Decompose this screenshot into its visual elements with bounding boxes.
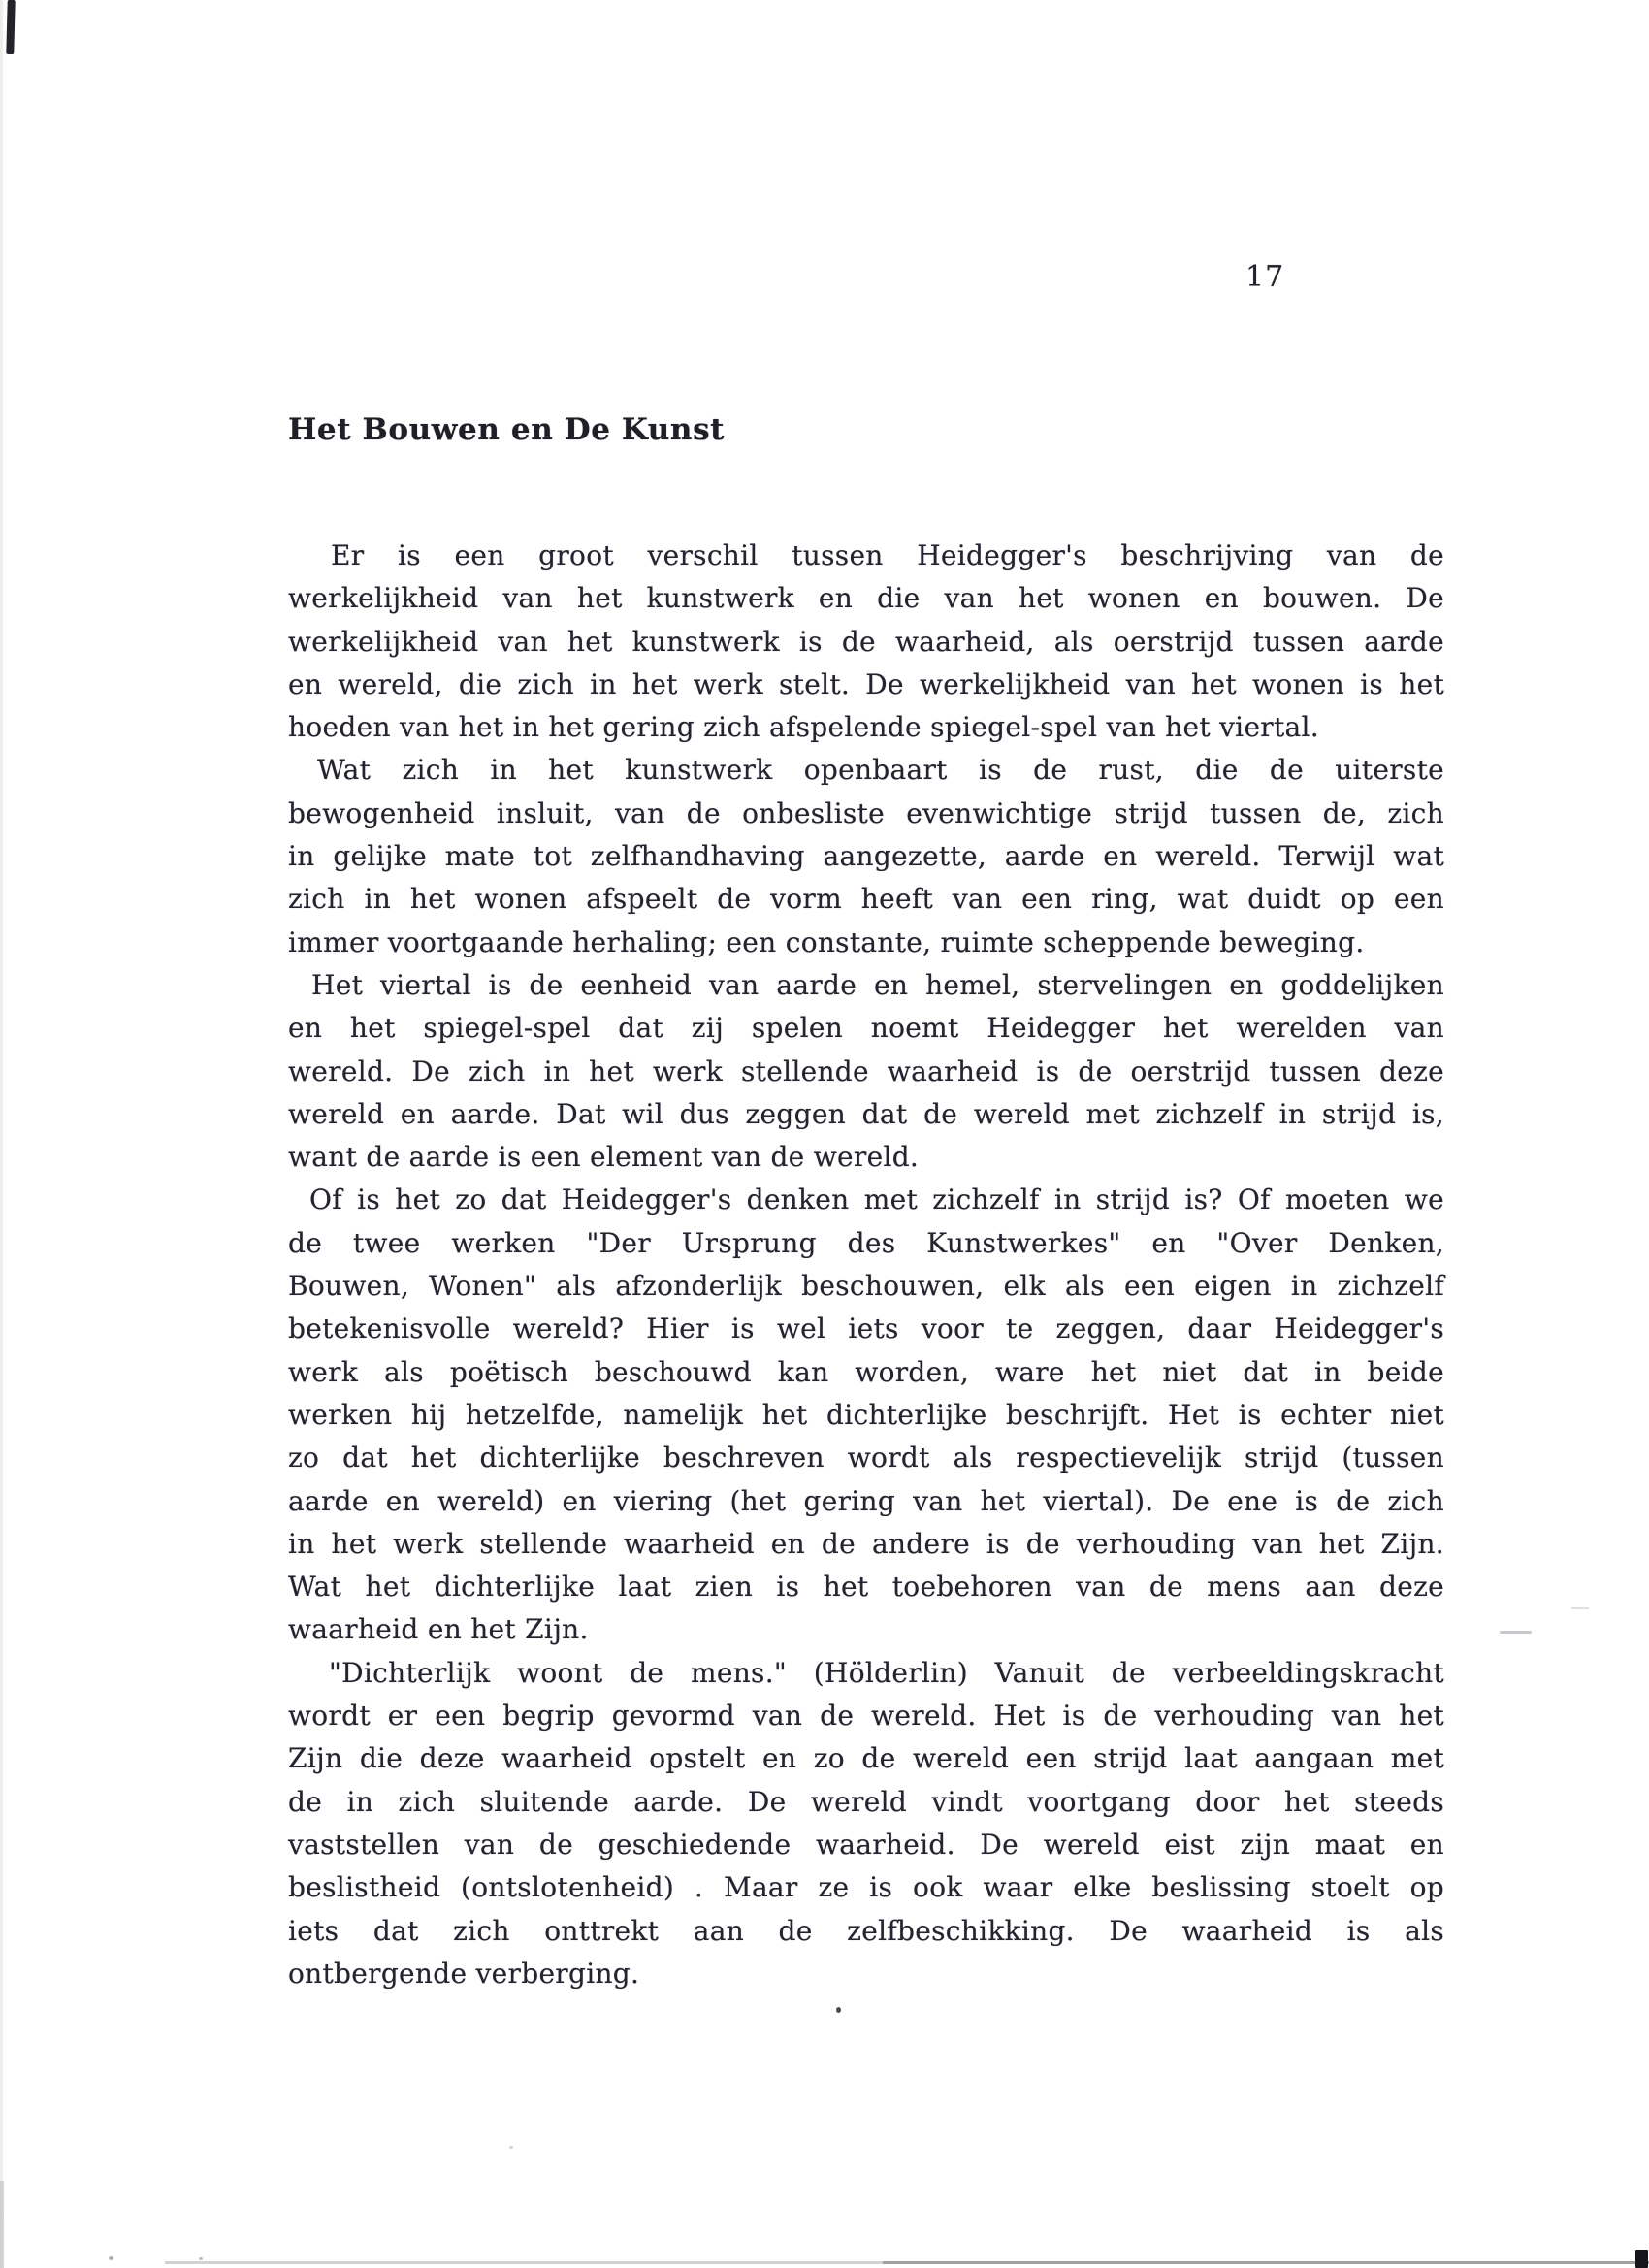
text-line: de in zich sluitende aarde. De wereld vindt voortgang door het steeds (288, 1785, 1444, 1818)
text-line: Bouwen, Wonen" als afzonderlijk beschouwen, elk als een eigen in zichzelf (288, 1270, 1444, 1303)
text-line: beslistheid (ontslotenheid) . Maar ze is ook waar elke beslissing stoelt op (288, 1871, 1444, 1904)
scan-speck (509, 2146, 513, 2149)
scan-margin-dash (1571, 1607, 1589, 1609)
text-line: Er is een groot verschil tussen Heidegger's beschrijving van de (331, 539, 1444, 571)
text-line: in het werk stellende waarheid en de andere is de verhouding van het Zijn. (288, 1527, 1444, 1560)
text-line: zo dat het dichterlijke beschreven wordt als respectievelijk strijd (tussen (288, 1442, 1444, 1474)
text-line: hoeden van het in het gering zich afspelende spiegel-spel van het viertal. (288, 711, 1319, 744)
page-title: Het Bouwen en De Kunst (288, 411, 726, 447)
scan-edge-streak (0, 2181, 4, 2268)
text-line: Wat zich in het kunstwerk openbaart is de rust, die de uiterste (317, 754, 1444, 787)
text-line: en wereld, die zich in het werk stelt. De werkelijkheid van het wonen is het (288, 667, 1444, 700)
scan-bottom-line (165, 2261, 883, 2264)
scan-bottom-line (883, 2261, 1649, 2264)
text-line: immer voortgaande herhaling; een constante, ruimte scheppende beweging. (288, 925, 1365, 958)
text-line: Of is het zo dat Heidegger's denken met zichzelf in strijd is? Of moeten we (309, 1183, 1444, 1216)
text-line: werk als poëtisch beschouwd kan worden, ware het niet dat in beide (288, 1355, 1444, 1388)
text-line: bewogenheid insluit, van de onbesliste evenwichtige strijd tussen de, zich (288, 796, 1444, 829)
scan-edge-mark (6, 0, 15, 54)
text-line: Het viertal is de eenheid van aarde en hemel, stervelingen en goddelijken (311, 968, 1444, 1001)
text-line: iets dat zich onttrekt aan de zelfbeschikking. De waarheid is als (288, 1914, 1444, 1947)
text-line: wordt er een begrip gevormd van de wereld. Het is de verhouding van het (288, 1700, 1444, 1733)
page-number: 17 (1245, 260, 1285, 294)
text-line: werken hij hetzelfde, namelijk het dichterlijke beschrijft. Het is echter niet (288, 1398, 1444, 1431)
text-line: want de aarde is een element van de wereld. (288, 1141, 920, 1174)
text-line: waarheid en het Zijn. (288, 1613, 589, 1646)
text-line: in gelijke mate tot zelfhandhaving aangezette, aarde en wereld. Terwijl wat (288, 840, 1444, 873)
text-line: zich in het wonen afspeelt de vorm heeft van een ring, wat duidt op een (288, 883, 1444, 916)
scan-corner-mark (1635, 2250, 1648, 2268)
paragraph (288, 1652, 1444, 1995)
text-line: wereld en aarde. Dat wil dus zeggen dat de wereld met zichzelf in strijd is, (288, 1097, 1444, 1130)
text-line: de twee werken "Der Ursprung des Kunstwerkes" en "Over Denken, (288, 1226, 1444, 1259)
text-line: Wat het dichterlijke laat zien is het toebehoren van de mens aan deze (288, 1571, 1444, 1604)
text-line: ontbergende verberging. (288, 1957, 640, 1990)
paragraph (288, 749, 1444, 963)
text-line: wereld. De zich in het werk stellende waarheid is de oerstrijd tussen deze (288, 1054, 1444, 1087)
paragraph (288, 535, 1444, 749)
scan-edge-shading (0, 0, 3, 2268)
text-line: werkelijkheid van het kunstwerk en die van het wonen en bouwen. De (288, 582, 1444, 615)
text-line: werkelijkheid van het kunstwerk is de waarheid, als oerstrijd tussen aarde (288, 625, 1444, 658)
paragraph (288, 1179, 1444, 1651)
scan-margin-dash (1500, 1631, 1532, 1634)
text-line: betekenisvolle wereld? Hier is wel iets voor te zeggen, daar Heidegger's (288, 1312, 1444, 1345)
text-line: Zijn die deze waarheid opstelt en zo de wereld een strijd laat aangaan met (288, 1742, 1444, 1775)
text-line: vaststellen van de geschiedende waarheid. De wereld eist zijn maat en (288, 1828, 1444, 1861)
scan-stray-dot (836, 2007, 841, 2013)
scan-speck (109, 2256, 113, 2260)
text-line: en het spiegel-spel dat zij spelen noemt Heidegger het werelden van (288, 1012, 1444, 1045)
text-line: aarde en wereld) en viering (het gering van het viertal). De ene is de zich (288, 1484, 1444, 1517)
paragraph (288, 964, 1444, 1179)
text-line: "Dichterlijk woont de mens." (Hölderlin) Vanuit de verbeeldingskracht (329, 1656, 1444, 1689)
body-text (288, 535, 1444, 1995)
scan-speck (199, 2257, 203, 2260)
